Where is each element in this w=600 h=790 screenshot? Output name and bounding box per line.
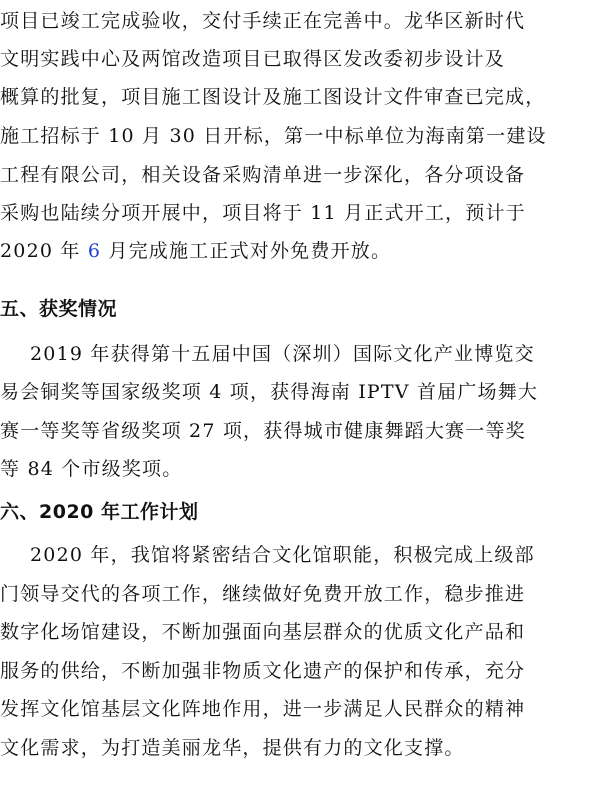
paragraph-line: 赛一等奖等省级奖项 27 项，获得城市健康舞蹈大赛一等奖 (0, 420, 526, 442)
paragraph-line: 服务的供给，不断加强非物质文化遗产的保护和传承，充分 (0, 660, 526, 682)
paragraph-line-last (0, 233, 600, 269)
paragraph-line: 等 84 个市级奖项。 (0, 458, 183, 480)
highlighted-number: 6 (87, 240, 102, 262)
paragraph-line: 采购也陆续分项开展中，项目将于 11 月正式开工，预计于 (0, 202, 526, 224)
paragraph-line: 文化需求，为打造美丽龙华，提供有力的文化支撑。 (0, 737, 465, 759)
paragraph-line: 数字化场馆建设，不断加强面向基层群众的优质文化产品和 (0, 621, 526, 643)
paragraph-line: 易会铜奖等国家级奖项 4 项，获得海南 IPTV 首届广场舞大 (0, 381, 539, 403)
paragraph-line: 工程有限公司，相关设备采购清单进一步深化，各分项设备 (0, 164, 526, 186)
section-heading-plan: 六、2020 年工作计划 (0, 501, 199, 523)
paragraph-line: 概算的批复，项目施工图设计及施工图设计文件审查已完成， (0, 86, 546, 108)
paragraph-line: 发挥文化馆基层文化阵地作用，进一步满足人民群众的精神 (0, 698, 526, 720)
paragraph-line: 文明实践中心及两馆改造项目已取得区发改委初步设计及 (0, 48, 506, 70)
paragraph-line: 2019 年获得第十五届中国（深圳）国际文化产业博览交 (30, 343, 535, 365)
paragraph-line: 项目已竣工完成验收，交付手续正在完善中。龙华区新时代 (0, 10, 526, 32)
text-prefix: 2020 年 (0, 240, 88, 262)
section-heading-awards: 五、获奖情况 (0, 298, 118, 320)
text-suffix: 月完成施工正式对外免费开放。 (101, 240, 392, 262)
paragraph-line: 施工招标于 10 月 30 日开标，第一中标单位为海南第一建设 (0, 125, 547, 147)
paragraph-line: 2020 年，我馆将紧密结合文化馆职能，积极完成上级部 (30, 544, 535, 566)
paragraph-line: 门领导交代的各项工作，继续做好免费开放工作，稳步推进 (0, 583, 526, 605)
